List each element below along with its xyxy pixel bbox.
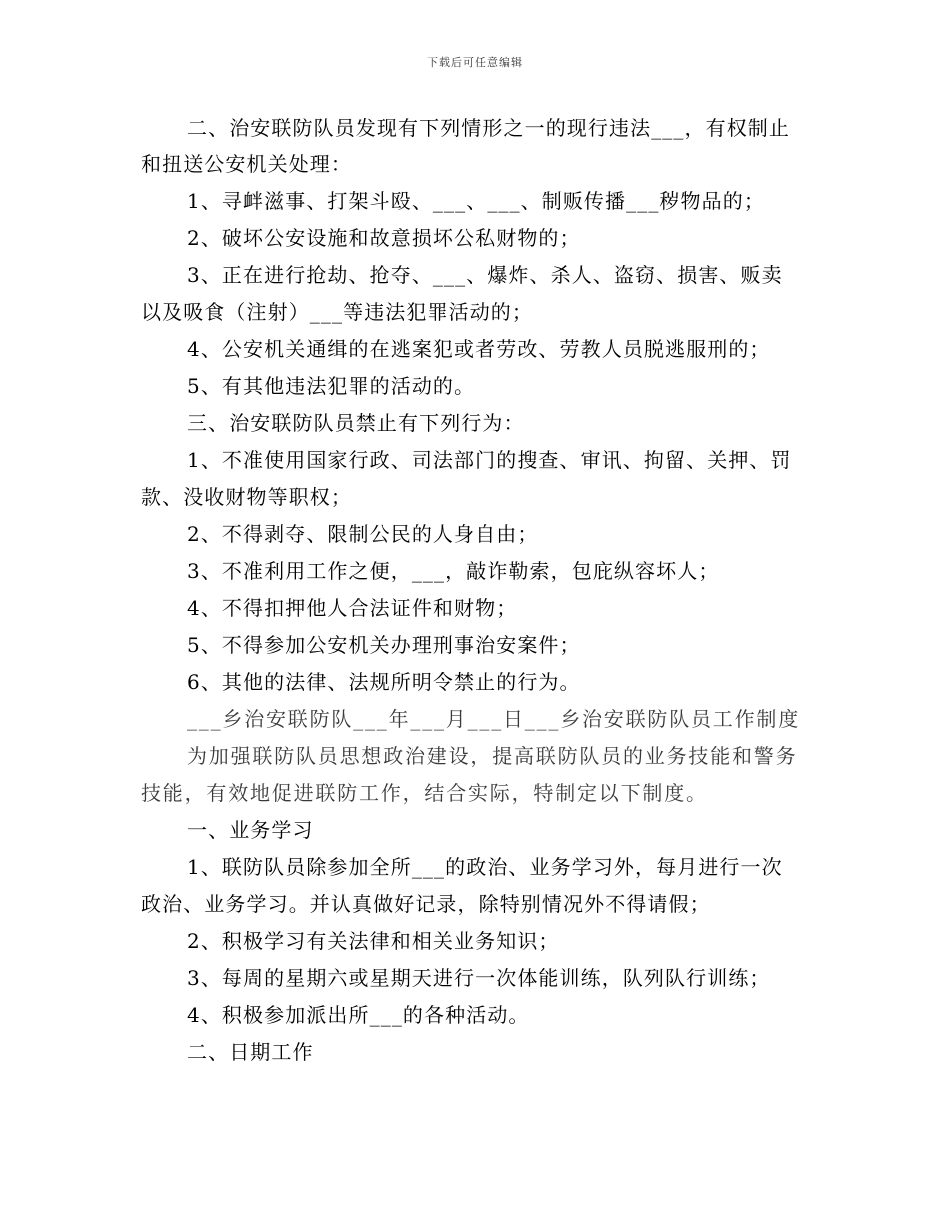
list-item: 5、不得参加公安机关办理刑事治安案件； bbox=[187, 633, 581, 657]
paragraph-line: 技能，有效地促进联防工作，结合实际，特制定以下制度。 bbox=[141, 781, 708, 805]
paragraph-line: 政治、业务学习。并认真做好记录，除特别情况外不得请假； bbox=[141, 892, 711, 916]
list-item: 4、积极参加派出所___的各种活动。 bbox=[187, 1003, 530, 1027]
list-item: 1、寻衅滋事、打架斗殴、___、___、制贩传播___秽物品的； bbox=[187, 189, 765, 213]
list-item: 2、破坏公安设施和故意损坏公私财物的； bbox=[187, 226, 581, 250]
section-heading: 二、日期工作 bbox=[187, 1040, 314, 1064]
section-heading: 三、治安联防队员禁止有下列行为： bbox=[187, 411, 525, 435]
list-item: 1、不准使用国家行政、司法部门的搜查、审讯、拘留、关押、罚 bbox=[187, 448, 792, 472]
list-item: 1、联防队员除参加全所___的政治、业务学习外，每月进行一次 bbox=[187, 855, 783, 879]
list-item: 6、其他的法律、法规所明令禁止的行为。 bbox=[187, 670, 581, 694]
document-title: ___乡治安联防队___年___月___日___乡治安联防队员工作制度 bbox=[187, 707, 800, 731]
list-item: 5、有其他违法犯罪的活动的。 bbox=[187, 374, 476, 398]
section-heading: 一、业务学习 bbox=[187, 818, 314, 842]
paragraph-line: 以及吸食（注射）___等违法犯罪活动的； bbox=[141, 300, 533, 324]
list-item: 2、积极学习有关法律和相关业务知识； bbox=[187, 929, 560, 953]
list-item: 3、不准利用工作之便，___，敲诈勒索，包庇纵容坏人； bbox=[187, 559, 720, 583]
list-item: 4、不得扣押他人合法证件和财物； bbox=[187, 596, 518, 620]
list-item: 4、公安机关通缉的在逃案犯或者劳改、劳教人员脱逃服刑的； bbox=[187, 337, 771, 361]
paragraph-line: 款、没收财物等职权； bbox=[141, 485, 352, 509]
section-heading: 二、治安联防队员发现有下列情形之一的现行违法___，有权制止 bbox=[187, 116, 790, 140]
header-note: 下载后可任意编辑 bbox=[427, 56, 523, 69]
paragraph-line: 和扭送公安机关处理： bbox=[141, 152, 352, 176]
list-item: 2、不得剥夺、限制公民的人身自由； bbox=[187, 522, 539, 546]
list-item: 3、正在进行抢劫、抢夺、___、爆炸、杀人、盗窃、损害、贩卖 bbox=[187, 263, 783, 287]
paragraph-line: 为加强联防队员思想政治建设，提高联防队员的业务技能和警务 bbox=[187, 744, 798, 768]
list-item: 3、每周的星期六或星期天进行一次体能训练，队列队行训练； bbox=[187, 966, 771, 990]
